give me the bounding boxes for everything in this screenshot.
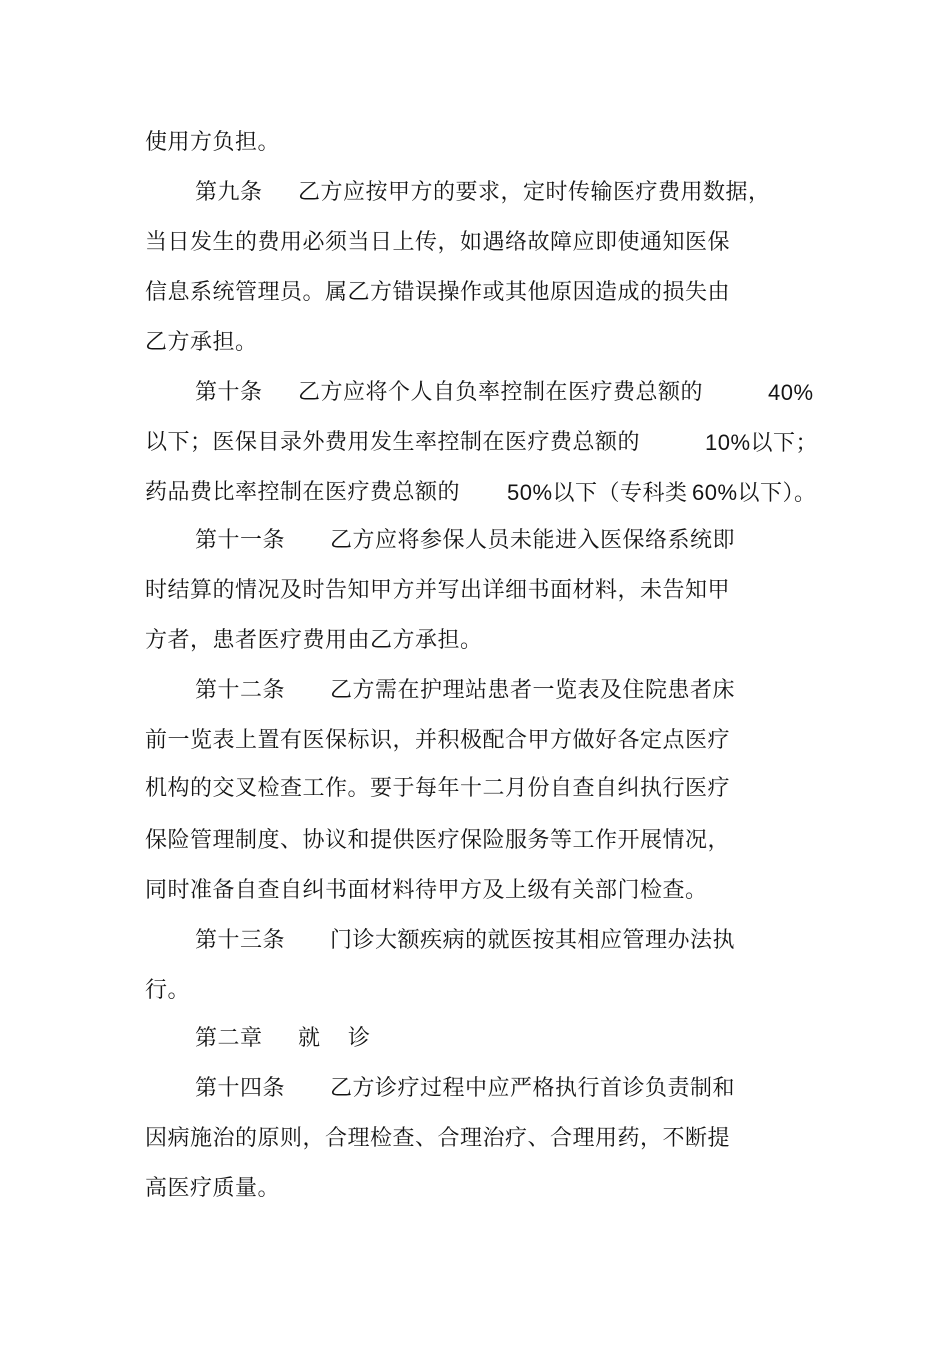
text-segment: 行。 [145, 978, 191, 1003]
article-number: 第十四条 [195, 1076, 286, 1101]
text-segment: 乙方需在护理站患者一览表及住院患者床 [330, 678, 736, 703]
text-segment: 时结算的情况及时告知甲方并写出详细书面材料，未告知甲 [145, 578, 731, 603]
text-segment: 方者，患者医疗费用由乙方承担。 [145, 628, 483, 653]
text-segment: 机构的交叉检查工作。要于每年十二月份自查自纠执行医疗 [145, 776, 731, 801]
percentage-value: 50%以下（专科类 [507, 480, 688, 505]
text-segment: 前一览表上置有医保标识，并积极配合甲方做好各定点医疗 [145, 728, 731, 753]
text-segment: 以下；医保目录外费用发生率控制在医疗费总额的 [145, 430, 641, 455]
article-number: 第十条 [195, 380, 263, 405]
text-segment: 乙方应将参保人员未能进入医保络系统即 [330, 528, 736, 553]
text-segment: 高医疗质量。 [145, 1176, 281, 1201]
article-number: 第十二条 [195, 678, 286, 703]
chapter-title-char: 就 [298, 1026, 321, 1051]
percentage-value: 40% [768, 380, 814, 405]
percentage-value: 10%以下； [705, 430, 819, 455]
text-segment: 药品费比率控制在医疗费总额的 [145, 480, 461, 505]
text-segment: 因病施治的原则，合理检查、合理治疗、合理用药，不断提 [145, 1126, 731, 1151]
text-segment: 乙方应按甲方的要求，定时传输医疗费用数据， [298, 180, 771, 205]
text-segment: 乙方应将个人自负率控制在医疗费总额的 [298, 380, 704, 405]
text-segment: 乙方承担。 [145, 330, 258, 355]
text-segment: 保险管理制度、协议和提供医疗保险服务等工作开展情况， [145, 828, 731, 853]
chapter-title-char: 诊 [348, 1026, 371, 1051]
article-number: 第十三条 [195, 928, 286, 953]
article-number: 第十一条 [195, 528, 286, 553]
text-segment: 使用方负担。 [145, 130, 281, 155]
percentage-value: 60%以下）。 [692, 480, 817, 505]
text-segment: 乙方诊疗过程中应严格执行首诊负责制和 [330, 1076, 736, 1101]
article-number: 第九条 [195, 180, 263, 205]
text-segment: 信息系统管理员。属乙方错误操作或其他原因造成的损失由 [145, 280, 731, 305]
text-segment: 门诊大额疾病的就医按其相应管理办法执 [330, 928, 736, 953]
chapter-number: 第二章 [195, 1026, 263, 1051]
text-segment: 当日发生的费用必须当日上传，如遇络故障应即使通知医保 [145, 230, 731, 255]
text-segment: 同时准备自查自纠书面材料待甲方及上级有关部门检查。 [145, 878, 708, 903]
